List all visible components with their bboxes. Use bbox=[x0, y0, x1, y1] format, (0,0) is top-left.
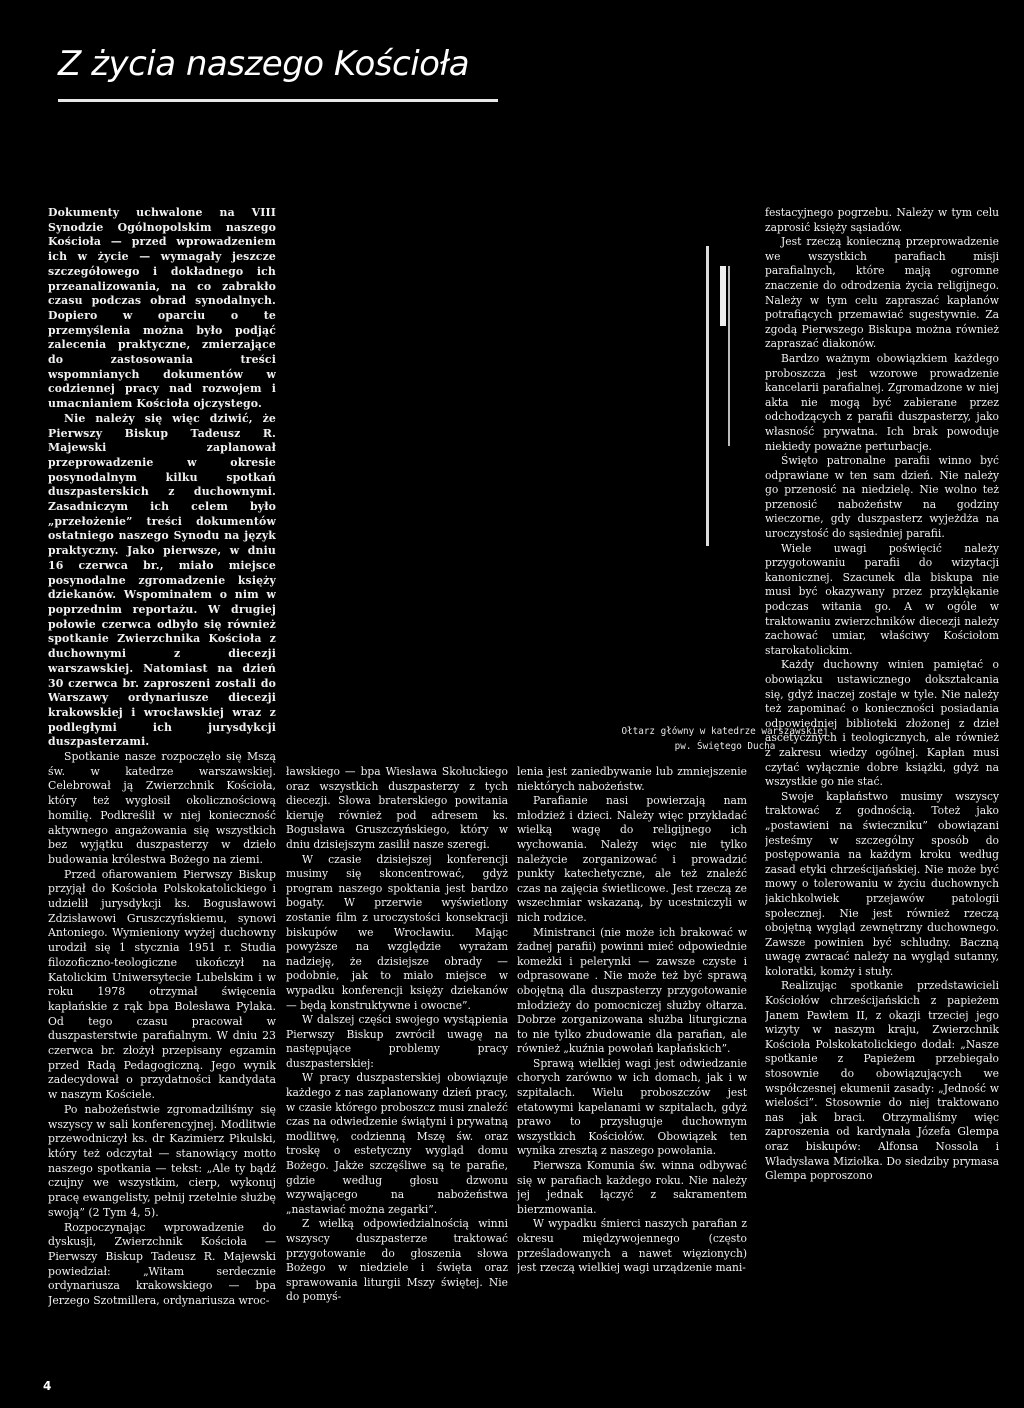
paragraph: W dalszej części swojego wystąpienia Pierwszy Biskup zwrócił uwagę na następujące problemy pracy duszpasterskiej: bbox=[286, 1013, 508, 1070]
paragraph: Pierwsza Komunia św. winna odbywać się w parafiach każdego roku. Nie należy jej jednak łączyć z sakramentem bierzmowania. bbox=[517, 1159, 747, 1216]
paragraph: Każdy duchowny winien pamiętać o obowiązku ustawicznego dokształcania się, gdyż inaczej zostaje w tyle. Nie należy też zapominać o konieczności posiadania odpowiedniej biblioteki złożonej z dzieł ascetycznych i teologicznych, ale również z zakresu wiedzy ogólnej. Kapłan musi czytać wyłącznie dobre książki, gdyż na wszystkie go nie stać. bbox=[765, 658, 999, 789]
paragraph: W wypadku śmierci naszych parafian z okresu międzywojennego (często prześladowanych a nawet więzionych) jest rzeczą wielkiej wagi urządzenie mani- bbox=[517, 1217, 747, 1275]
paragraph: W pracy duszpasterskiej obowiązuje każdego z nas zaplanowany dzień pracy, w czasie którego proboszcz musi znaleźć czas na odwiedzenie świątyni i prywatną modlitwę, codzienną Mszę św. oraz troskę o estetyczny wygląd domu Bożego. Jakże szczęśliwe są te parafie, gdzie według głosu dzwonu wzywającego na nabożeństwa „nastawiać można zegarki”. bbox=[286, 1071, 508, 1216]
paragraph: Jest rzeczą konieczną przeprowadzenie we wszystkich parafiach misji parafialnych, które mają ogromne znaczenie do odrodzenia życia religijnego. Należy w tym celu zapraszać kapłanów potrafiących przemawiać sugestywnie. Za zgodą Pierwszego Biskupa można również zapraszać diakonów. bbox=[765, 235, 999, 351]
altar-photo bbox=[288, 206, 758, 721]
paragraph: Realizując spotkanie przedstawicieli Kościołów chrześcijańskich z papieżem Janem Pawłem II, z okazji trzeciej jego wizyty w naszym kraju, Zwierzchnik Kościoła Polskokatolickiego dodał: „Nasze spotkanie z Papieżem przebiegało stosownie do obowiązujących we współczesnej ekumenii zasady: „Jedność w wielości”. Stosownie do niej traktowano nas jak braci. Otrzymaliśmy więc zaproszenia od kardynała Józefa Glempa oraz biskupów: Alfonsa Nossola i Władysława Miziołka. Do siedziby prymasa Glempa poproszono bbox=[765, 979, 999, 1183]
paragraph: Z wielką odpowiedzialnością winni wszyscy duszpasterze traktować przygotowanie do głoszenia słowa Bożego w niedziele i święta oraz sprawowania liturgii Mszy świętej. Nie do pomyś- bbox=[286, 1217, 508, 1304]
column-1 bbox=[48, 206, 276, 1356]
caption-line-2: pw. Świętego Ducha bbox=[674, 741, 776, 752]
photo-highlight bbox=[706, 246, 709, 546]
lead-paragraph-2: Nie należy się więc dziwić, że Pierwszy Biskup Tadeusz R. Majewski zaplanował przeprowadzenie w okresie posynodalnym kilku spotkań duszpasterskich z duchownymi. Zasadniczym ich celem było „przełożenie” treści dokumentów ostatniego naszego Synodu na język praktyczny. Jako pierwsze, w dniu 16 czerwca br., miało miejsce posynodalne zgromadzenie księży dziekanów. Wspominałem o nim w poprzednim reportażu. W drugiej połowie czerwca odbyło się również spotkanie Zwierzchnika Kościoła z duchownymi z diecezji warszawskiej. Natomiast na dzień 30 czerwca br. zaproszeni zostali do Warszawy ordynariusze diecezji krakowskiej i wrocławskiej wraz z podległymi ich jurysdykcji duszpasterzami. bbox=[48, 411, 276, 749]
paragraph: Święto patronalne parafii winno być odprawiane w ten sam dzień. Nie należy go przenosić na niedzielę. Nie wolno też przenosić nabożeństw na godziny wieczorne, gdy duszpasterz wyjeżdża na uroczystość do sąsiedniej parafii. bbox=[765, 454, 999, 541]
paragraph: Bardzo ważnym obowiązkiem każdego proboszcza jest wzorowe prowadzenie kancelarii parafialnej. Zgromadzone w niej akta nie mogą być zabierane przez odchodzących z parafii duszpasterzy, jako własność prywatna. Ich brak powoduje niekiedy poważne perturbacje. bbox=[765, 351, 999, 453]
title-underline bbox=[58, 99, 498, 102]
column-3 bbox=[517, 765, 747, 1365]
photo-highlight bbox=[720, 266, 726, 326]
paragraph: Wiele uwagi poświęcić należy przygotowaniu parafii do wizytacji kanonicznej. Szacunek dla biskupa nie musi być okazywany przez przyklękanie podczas witania go. A w ogóle w traktowaniu zwierzchników diecezji należy zachować umiar, właściwy Kościołom starokatolickim. bbox=[765, 541, 999, 657]
paragraph: lenia jest zaniedbywanie lub zmniejszenie niektórych nabożeństw. bbox=[517, 765, 747, 793]
paragraph: Przed ofiarowaniem Pierwszy Biskup przyjął do Kościoła Polskokatolickiego i udzielił jurysdykcji ks. Bogusławowi Zdzisławowi Gruszczyńskiemu, synowi Antoniego. Wymieniony wyżej duchowny urodził się 1 stycznia 1951 r. Studia filozoficzno-teologiczne ukończył na Katolickim Uniwersytecie Lubelskim i w roku 1978 otrzymał święcenia kapłańskie z rąk bpa Bolesława Pylaka. Od tego czasu pracował w duszpasterstwie parafialnym. W dniu 23 czerwca br. złożył przepisany egzamin przed Radą Pedagogiczną. Jego wynik zadecydował o przydatności kandydata w naszym Kościele. bbox=[48, 867, 276, 1102]
paragraph: Po nabożeństwie zgromadziliśmy się wszyscy w sali konferencyjnej. Modlitwie przewodniczył ks. dr Kazimierz Pikulski, który też odczytał — stanowiący motto naszego spotkania — tekst: „Ale ty bądź czujny we wszystkim, cierp, wykonuj pracę ewangelisty, pełnij rzetelnie służbę swoją” (2 Tym 4, 5). bbox=[48, 1102, 276, 1219]
paragraph: Swoje kapłaństwo musimy wszyscy traktować z godnością. Toteż jako „postawieni na świeczniku” obowiązani jesteśmy w szczególny sposób do postępowania na każdym kroku według zasad etyki chrześcijańskiej. Nie może być mowy o tolerowaniu w życiu duchownych jakichkolwiek przejawów patologii społecznej. Nie jest również rzeczą obojętną wygląd zewnętrzny duchownego. Zawsze powinien być schludny. Baczną uwagę zwracać należy na wygląd sutanny, koloratki, komży i stuły. bbox=[765, 789, 999, 978]
column-4 bbox=[765, 206, 999, 1356]
paragraph: ławskiego — bpa Wiesława Skołuckiego oraz wszystkich duszpasterzy z tych diecezji. Słowa braterskiego powitania kieruję również pod adresem ks. Bogusława Gruszczyńskiego, który w dniu dzisiejszym zasilił nasze szeregi. bbox=[286, 765, 508, 851]
photo-highlight bbox=[728, 266, 730, 446]
caption-line-1: Ołtarz główny w katedrze warszawskiej bbox=[621, 726, 829, 737]
column-2 bbox=[286, 765, 508, 1365]
paragraph: Ministranci (nie może ich brakować w żadnej parafii) powinni mieć odpowiednie komeżki i pelerynki — zawsze czyste i odprasowane . Nie może też być sprawą obojętną dla duszpasterzy przygotowanie młodzieży do pomocniczej służby ołtarza. Dobrze zorganizowana służba liturgiczna to nie tylko zbudowanie dla parafian, ale również „kuźnia powołań kapłańskich”. bbox=[517, 925, 747, 1056]
paragraph: Spotkanie nasze rozpoczęło się Mszą św. w katedrze warszawskiej. Celebrował ją Zwierzchnik Kościoła, który też wygłosił okolicznościową homilię. Podkreślił w niej konieczność aktywnego angażowania się wszystkich bez wyjątku duszpasterzy w dzieło budowania królestwa Bożego na ziemi. bbox=[48, 750, 276, 866]
page-number: 4 bbox=[43, 1379, 52, 1393]
paragraph: Sprawą wielkiej wagi jest odwiedzanie chorych zarówno w ich domach, jak i w szpitalach. Wielu proboszczów jest etatowymi kapelanami w szpitalach, gdyż prawo to przysługuje duchownym wszystkich Kościołów. Obowiązek ten wynika zresztą z naszego powołania. bbox=[517, 1056, 747, 1158]
paragraph: W czasie dzisiejszej konferencji musimy się skoncentrować, gdyż program naszego spoktania jest bardzo bogaty. W przerwie wyświetlony zostanie film z uroczystości konsekracji biskupów we Wrocławiu. Mając powyższe na względzie wyrażam nadzieję, że dzisiejsze obrady — podobnie, jak to miało miejsce w wypadku konferencji księży dziekanów — będą konstruktywne i owocne”. bbox=[286, 852, 508, 1012]
paragraph: festacyjnego pogrzebu. Należy w tym celu zaprosić księży sąsiadów. bbox=[765, 206, 999, 234]
page-title: Z życia naszego Kościoła bbox=[58, 44, 470, 84]
paragraph: Parafianie nasi powierzają nam młodzież i dzieci. Należy więc przykładać wielką wagę do religijnego ich wychowania. Należy więc nie tylko należycie zorganizować i prowadzić punkty katechetyczne, ale też znaleźć czas na zajęcia świetlicowe. Jest rzeczą ze wszechmiar wskazaną, by ucestniczyli w nich rodzice. bbox=[517, 794, 747, 924]
paragraph: Rozpoczynając wprowadzenie do dyskusji, Zwierzchnik Kościoła — Pierwszy Biskup Tadeusz R. Majewski powiedział: „Witam serdecznie ordynariusza krakowskiego — bpa Jerzego Szotmillera, ordynariusza wroc- bbox=[48, 1220, 276, 1308]
lead-paragraph-1: Dokumenty uchwalone na VIII Synodzie Ogólnopolskim naszego Kościoła — przed wprowadzeniem ich w życie — wymagały jeszcze szczegółowego i dokładnego ich przeanalizowania, na co zabrakło czasu podczas obrad synodalnych. Dopiero w oparciu o te przemyślenia można było podjąć zalecenia praktyczne, zmierzające do zastosowania treści wspomnianych dokumentów w codziennej pracy nad rozwojem i umacnianiem Kościoła ojczystego. bbox=[48, 206, 276, 411]
